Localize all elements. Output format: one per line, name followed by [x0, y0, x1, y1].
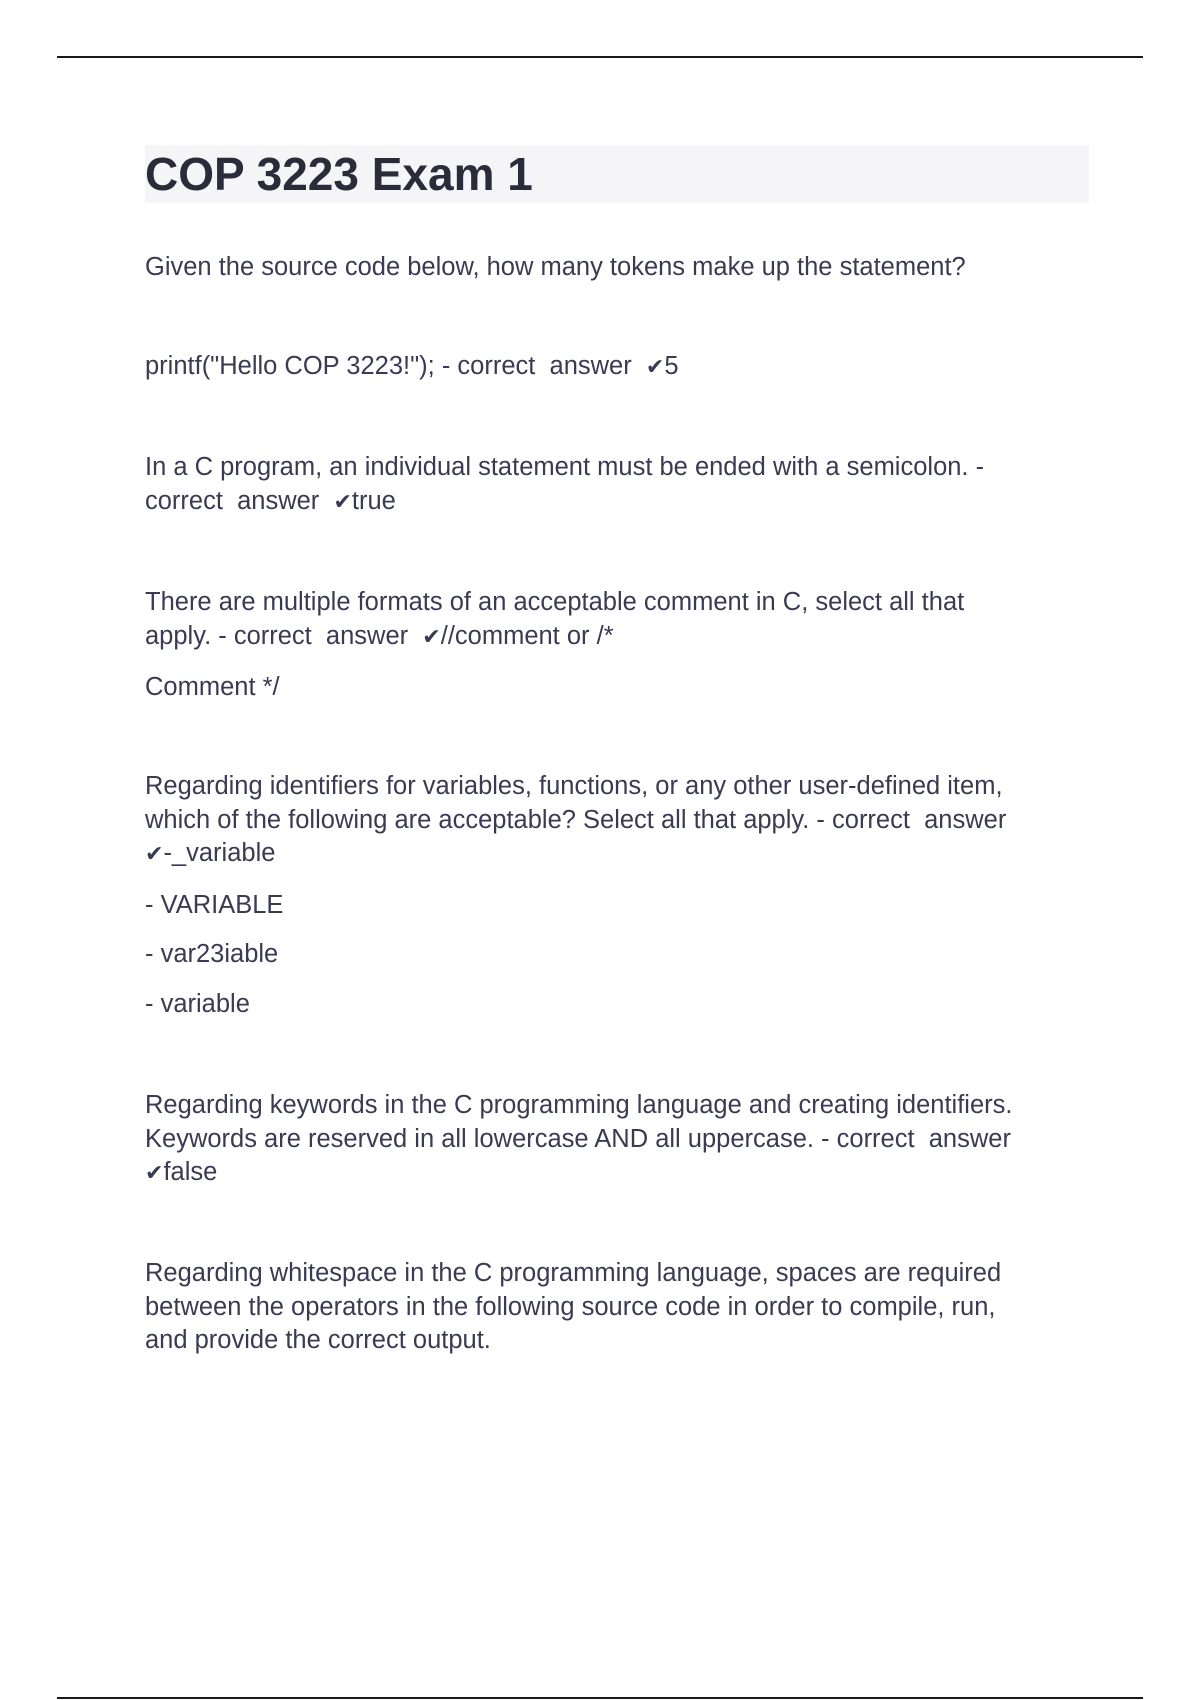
check-icon: ✔	[145, 842, 164, 867]
question-text: printf("Hello COP 3223!"); - correct answer	[145, 352, 646, 380]
answer-continuation: - var23iable	[145, 940, 279, 968]
check-icon: ✔	[145, 1161, 164, 1186]
question-text: Regarding identifiers for variables, functions, or any other user-defined item, which of the following are acceptable? Select all that apply. - correct answer	[145, 772, 1007, 834]
page-title: COP 3223 Exam 1	[145, 148, 533, 200]
answer-text: true	[351, 486, 396, 515]
answer-text: //comment or /*	[440, 621, 614, 650]
answer-continuation: - VARIABLE	[145, 891, 284, 919]
answer-text: false	[163, 1158, 218, 1186]
qa-identifiers	[145, 770, 1085, 872]
question-text: Given the source code below, how many tokens make up the statement?	[145, 253, 966, 281]
qa-printf-tokens	[145, 350, 1085, 385]
qa-semicolon	[145, 451, 1085, 519]
answer-continuation: - variable	[145, 990, 250, 1018]
question-whitespace	[145, 1257, 1085, 1358]
answer-continuation: Comment */	[145, 673, 280, 701]
question-text: Regarding whitespace in the C programming language, spaces are required between the operators in the following source code in order to compile, run, and provide the correct output.	[145, 1259, 1002, 1354]
answer-text: -_variable	[163, 839, 276, 867]
check-icon: ✔	[645, 355, 665, 380]
question-text: Regarding keywords in the C programming language and creating identifiers. Keywords are reserved in all lowercase AND all uppercase. - correct answer	[145, 1091, 1013, 1153]
bottom-rule	[57, 1697, 1143, 1699]
question-tokens	[145, 251, 1085, 285]
qa-comment-formats	[145, 586, 1085, 654]
qa-keywords	[145, 1089, 1085, 1191]
top-rule	[57, 56, 1143, 58]
check-icon: ✔	[333, 489, 352, 515]
question-text: There are multiple formats of an acceptable comment in C, select all that apply. - correct answer	[145, 588, 965, 650]
check-icon: ✔	[422, 624, 441, 650]
question-text: In a C program, an individual statement must be ended with a semicolon. - correct answer	[145, 453, 985, 515]
answer-text: 5	[664, 352, 679, 380]
